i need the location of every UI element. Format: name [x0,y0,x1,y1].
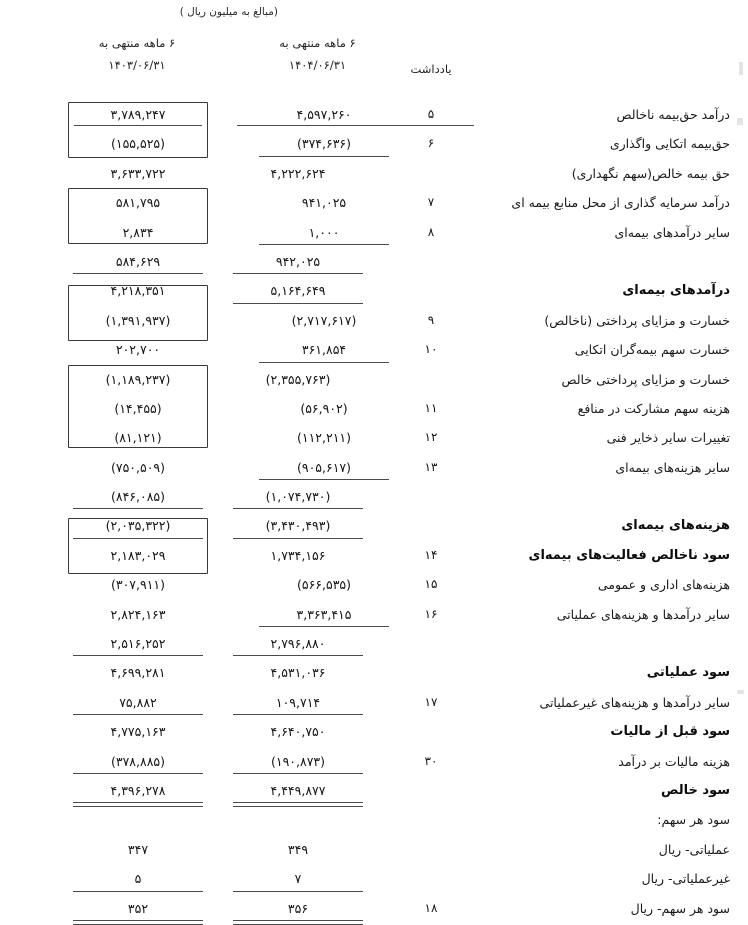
cell-current: (۵۶۶,۵۳۵) [296,577,352,593]
table-row [0,747,748,776]
cell-previous: (۳۰۷,۹۱۱) [110,577,166,593]
cell-previous: ۴,۳۹۶,۲۷۸ [62,776,214,805]
cell-current: ۴,۵۹۷,۲۶۰ [296,107,352,122]
current-period-label: ۶ ماهه منتهی به [279,36,356,50]
row-label: سود قبل از مالیات [610,724,730,740]
cell-previous: ۳,۷۸۹,۲۴۷ [110,107,166,122]
currency-unit-note: (مبالغ به میلیون ریال ) [179,6,278,18]
cell-mid: (۱۹۰,۸۷۳) [222,747,374,776]
table-row [0,717,748,746]
table-row [0,100,748,129]
cell-note: ۶ [427,136,435,151]
cell-current [248,864,400,893]
cell-previous: (۱۴,۴۵۵) [114,400,162,416]
cell-mid: ۳۵۶ [222,894,374,923]
cell-note [388,658,474,687]
row-label: خسارت و مزایای پرداختی خالص [561,371,730,387]
table-row [0,423,748,452]
cell-previous: ۴,۶۹۹,۲۸۱ [110,665,166,681]
cell-note: ۱۷ [424,694,438,709]
cell-previous: ۵۸۱,۷۹۵ [115,195,161,211]
table-row [0,306,748,335]
table-row [0,276,748,305]
cell-previous: ۷۵,۸۸۲ [62,688,214,717]
cell-note: ۱۳ [424,459,438,474]
table-row [0,864,748,893]
cell-previous: (۲,۰۳۵,۳۲۲) [62,511,214,540]
cell-current [248,835,400,864]
cell-previous [62,805,214,834]
cell-current [248,805,400,834]
cell-note: ۱۵ [424,577,438,592]
cell-previous: (۸۱,۱۲۱) [114,430,162,446]
cell-mid: ۱,۷۳۴,۱۵۶ [270,547,326,563]
cell-note: ۵ [427,107,435,121]
cell-current: (۱۱۲,۲۱۱) [296,430,352,446]
cell-previous: ۳,۶۳۳,۷۲۲ [110,165,166,181]
row-label: حق‌بیمه اتکایی واگذاری [609,136,730,152]
table-row [0,188,748,217]
cell-mid: ۴,۴۴۹,۸۷۷ [222,776,374,805]
table-row [0,541,748,570]
cell-note [388,511,474,540]
row-label: سایر درآمدهای بیمه‌ای [614,224,730,240]
cell-previous: ۲۰۲,۷۰۰ [115,342,161,358]
cell-note [388,247,474,276]
table-row [0,247,748,276]
table-row [0,805,748,834]
cell-note [388,864,474,893]
cell-mid: (۳,۴۳۰,۴۹۳) [222,511,374,540]
cell-previous: (۱۵۵,۵۲۵) [110,136,166,152]
table-row [0,511,748,540]
row-label: غیرعملیاتی- ریال [641,871,730,887]
cell-current [248,159,400,188]
cell-note: ۱۶ [424,606,438,621]
cell-mid: ۴,۶۴۰,۷۵۰ [270,724,326,740]
cell-note: ۱۰ [424,342,438,357]
previous-period-label: ۶ ماهه منتهی به [98,36,176,50]
cell-note [388,717,474,746]
cell-current [248,365,400,394]
cell-note [388,276,474,305]
cell-current [248,894,400,923]
table-row [0,776,748,805]
cell-current [248,658,400,687]
cell-note [388,629,474,658]
cell-note [388,159,474,188]
cell-mid: ۹۴۲,۰۲۵ [222,247,374,276]
cell-current: (۹۰۵,۶۱۷) [248,453,400,482]
cell-current [248,717,400,746]
cell-current [248,747,400,776]
cell-current: ۱,۰۰۰ [248,218,400,247]
cell-note [388,776,474,805]
cell-previous: (۷۵۰,۵۰۹) [110,459,166,475]
cell-mid: ۵,۱۶۴,۶۴۹ [222,276,374,305]
row-label: هزینه‌های بیمه‌ای [621,518,730,534]
row-label: خسارت و مزایای پرداختی (ناخالص) [544,312,730,328]
cell-note: ۱۱ [424,400,438,415]
cell-current [248,629,400,658]
cell-mid: ۳۴۹ [287,841,309,857]
cell-current: ۹۴۱,۰۲۵ [301,195,347,211]
cell-current [248,511,400,540]
cell-note: ۱۲ [424,430,438,445]
cell-previous: ۲,۵۱۶,۲۵۲ [62,629,214,658]
cell-previous: (۱,۱۸۹,۲۳۷) [105,371,171,387]
cell-previous: ۳۵۲ [62,894,214,923]
cell-mid: (۱,۰۷۴,۷۳۰) [222,482,374,511]
cell-current: (۳۷۴,۶۳۶) [248,129,400,158]
cell-previous: ۵ [62,864,214,893]
row-label: حق بیمه خالص(سهم نگهداری) [571,165,730,181]
cell-previous: (۳۷۸,۸۸۵) [62,747,214,776]
row-label: هزینه‌های اداری و عمومی [597,577,730,593]
scan-artifact-3 [737,690,744,694]
column-header-band [0,32,748,94]
cell-note [388,805,474,834]
table-row [0,365,748,394]
table-row [0,159,748,188]
column-header-previous-period [62,32,212,77]
cell-note: ۱۸ [424,900,438,915]
previous-period-date: ۱۴۰۳/۰۶/۳۱ [108,58,166,73]
cell-previous: ۵۸۴,۶۲۹ [62,247,214,276]
cell-note: ۹ [427,312,435,327]
row-label: سود هر سهم- ریال [630,900,730,916]
row-label: تغییرات سایر ذخایر فنی [606,430,730,446]
table-row [0,218,748,247]
cell-current [248,247,400,276]
cell-mid: (۲,۳۵۵,۷۶۳) [265,371,331,387]
statement-table [0,100,748,916]
cell-current [248,776,400,805]
table-row [0,394,748,423]
table-row [0,600,748,629]
column-header-note: یادداشت [410,62,452,76]
cell-current [248,276,400,305]
cell-note: ۸ [427,224,435,239]
table-row [0,835,748,864]
scan-artifact-2 [737,118,743,125]
cell-current: (۲,۷۱۷,۶۱۷) [291,312,357,328]
cell-note: ۳۰ [424,753,438,768]
row-label: سود ناخالص فعالیت‌های بیمه‌ای [528,547,730,563]
row-label: سایر درآمدها و هزینه‌های غیرعملیاتی [539,694,730,710]
row-label: سایر هزینه‌های بیمه‌ای [615,459,730,475]
cell-mid: ۷ [222,864,374,893]
row-label: خسارت سهم بیمه‌گران اتکایی [574,342,730,358]
row-label: هزینه مالیات بر درآمد [618,753,730,769]
cell-note [388,482,474,511]
scan-artifact-1 [739,62,743,75]
cell-mid: ۲,۷۹۶,۸۸۰ [222,629,374,658]
cell-previous: ۳۴۷ [127,841,149,857]
table-row [0,453,748,482]
row-label: درآمد سرمایه گذاری از محل منابع بیمه ای [511,195,730,211]
cell-previous: ۴,۲۱۸,۳۵۱ [110,283,166,299]
table-row [0,688,748,717]
row-label: عملیاتی- ریال [658,841,730,857]
cell-current: ۳,۳۶۳,۴۱۵ [248,600,400,629]
cell-mid: ۱۰۹,۷۱۴ [222,688,374,717]
cell-previous: ۲,۸۳۴ [122,224,154,240]
row-label: درآمدهای بیمه‌ای [622,283,730,299]
cell-previous: ۲,۱۸۳,۰۲۹ [110,547,166,563]
cell-mid: ۴,۵۳۱,۰۳۶ [270,665,326,681]
cell-previous: ۲,۸۲۴,۱۶۳ [110,606,166,622]
cell-note [388,365,474,394]
current-period-date: ۱۴۰۴/۰۶/۳۱ [288,58,347,73]
table-row [0,894,748,923]
cell-previous: (۱,۳۹۱,۹۳۷) [105,312,171,328]
cell-note: ۱۴ [424,547,438,562]
row-label: سایر درآمدها و هزینه‌های عملیاتی [556,606,730,622]
table-row [0,129,748,158]
cell-current [248,482,400,511]
cell-previous: (۸۴۶,۰۸۵) [62,482,214,511]
table-row [0,570,748,599]
table-row [0,629,748,658]
cell-mid: ۴,۲۲۲,۶۲۴ [270,165,326,181]
row-label: هزینه سهم مشارکت در منافع [577,400,730,416]
cell-current [248,541,400,570]
row-label: درآمد حق‌بیمه ناخالص [616,107,730,122]
row-label: سود خالص [661,782,730,798]
cell-note: ۷ [427,195,435,210]
table-row [0,335,748,364]
cell-note [388,835,474,864]
cell-current: (۵۶,۹۰۲) [300,400,348,416]
cell-previous: ۴,۷۷۵,۱۶۳ [110,724,166,740]
cell-current [248,688,400,717]
cell-current: ۳۶۱,۸۵۴ [248,335,400,364]
table-row [0,658,748,687]
table-row [0,482,748,511]
row-label: سود هر سهم: [657,812,730,828]
row-label: سود عملیاتی [646,665,730,681]
